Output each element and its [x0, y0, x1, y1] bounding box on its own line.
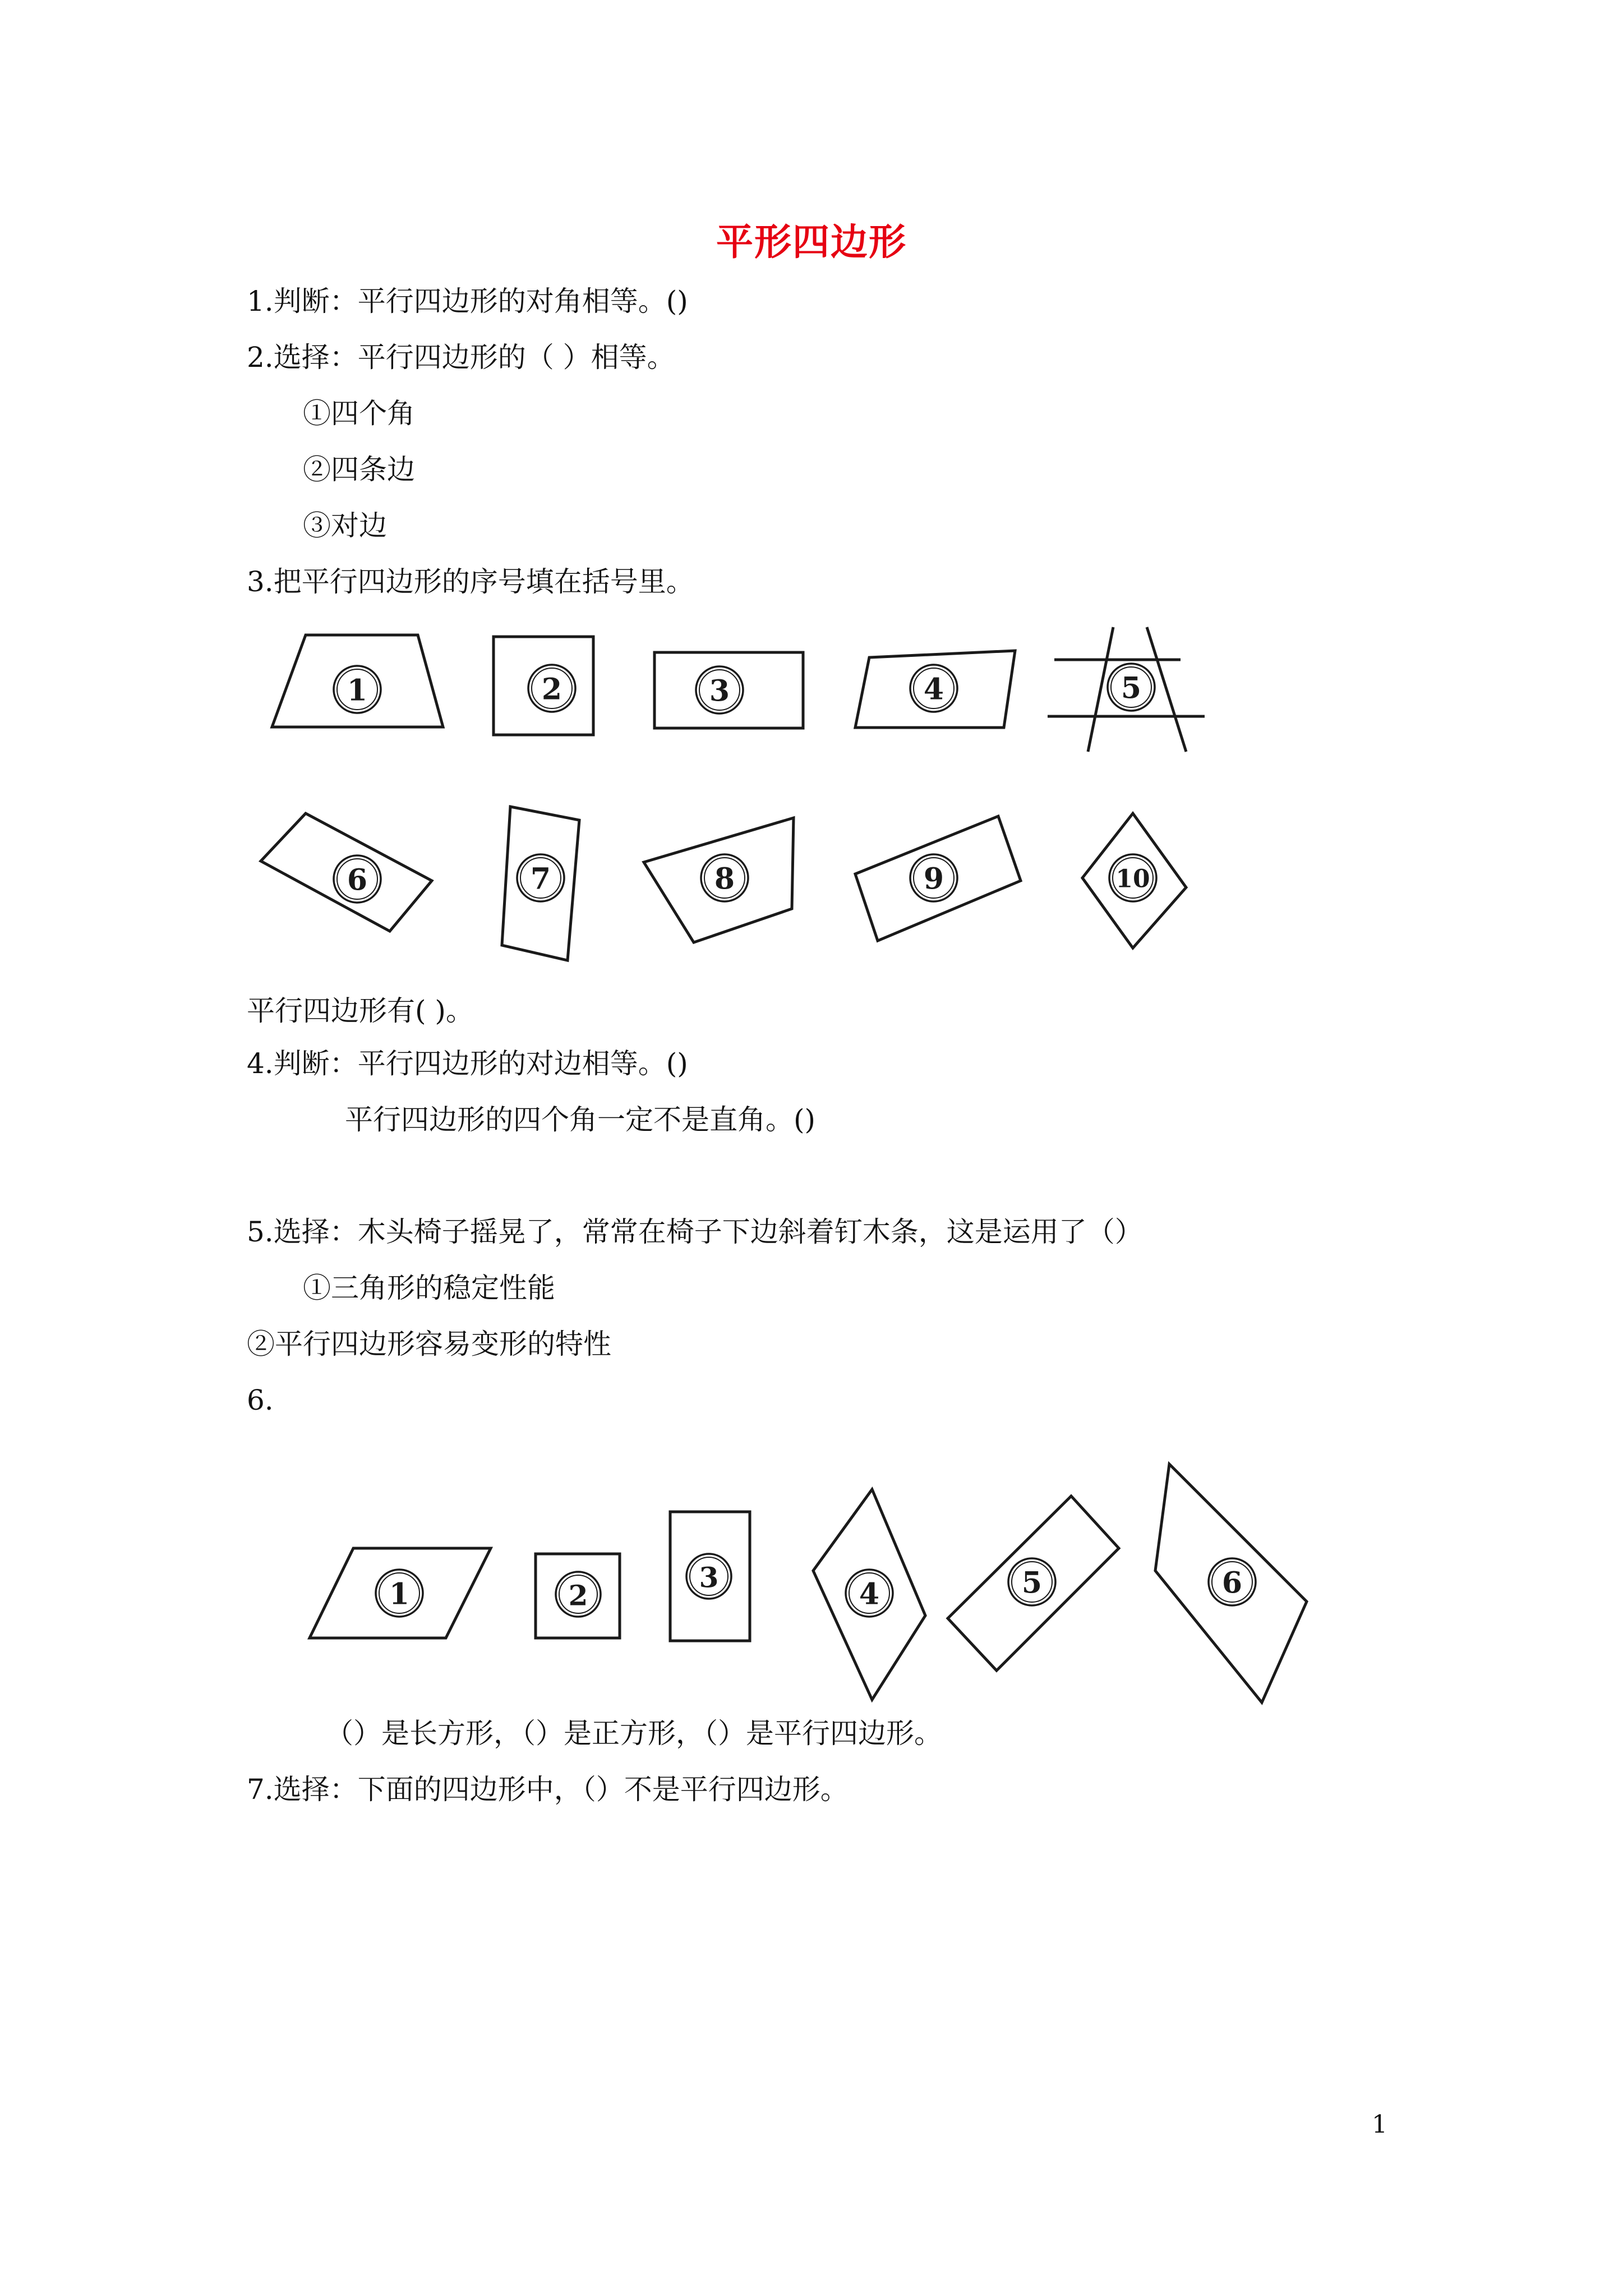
shape-label: 10: [1115, 864, 1150, 894]
shape-label: 4: [859, 1577, 880, 1612]
text-line: 平行四边形的四个角一定不是直角。(): [345, 1103, 816, 1136]
shape-q3-7: [502, 807, 579, 960]
text-line: ①三角形的稳定性能: [303, 1272, 555, 1304]
text-line: 6.: [247, 1384, 274, 1416]
text-line: 5.选择：木头椅子摇晃了，常常在椅子下边斜着钉木条，这是运用了（）: [247, 1216, 1143, 1248]
shape-q6-5: [948, 1496, 1119, 1671]
text-line: ①四个角: [303, 397, 415, 430]
shape-label: 6: [1221, 1566, 1243, 1600]
shape-q3-10: [1082, 813, 1186, 948]
shape-label: 1: [389, 1577, 410, 1612]
shape-q3-4: [855, 651, 1015, 728]
shape-q3-5: [1048, 627, 1205, 752]
text-line: 3.把平行四边形的序号填在括号里。: [247, 565, 694, 598]
text-line: ②四条边: [303, 453, 415, 486]
shape-label: 8: [714, 862, 735, 896]
shape-q3-1: [272, 635, 443, 727]
shape-q6-4: [813, 1489, 925, 1700]
text-line: ③对边: [303, 509, 387, 542]
shape-label: 5: [1121, 671, 1142, 706]
shape-q3-9: [855, 816, 1021, 941]
shape-q6-3: [670, 1512, 750, 1641]
page-number: 1: [1372, 2110, 1387, 2139]
shape-q3-8: [644, 818, 794, 942]
shape-q6-2: [536, 1554, 620, 1638]
shape-label: 3: [699, 1561, 719, 1594]
text-line: 2.选择：平行四边形的（ ）相等。: [247, 341, 675, 374]
shape-label: 5: [1021, 1566, 1043, 1600]
shape-q6-1: [310, 1548, 491, 1638]
shape-label: 1: [347, 673, 368, 708]
shape-q3-2: [494, 637, 593, 735]
shape-label: 7: [530, 862, 551, 896]
shape-label: 6: [347, 863, 368, 898]
text-line: （）是长方形，（）是正方形，（）是平行四边形。: [325, 1717, 942, 1750]
shape-label: 2: [568, 1579, 588, 1612]
shape-q3-6: [261, 813, 432, 931]
shape-q6-6: [1155, 1464, 1307, 1703]
shape-label: 9: [923, 862, 944, 896]
text-line: 1.判断：平行四边形的对角相等。(): [247, 285, 688, 318]
text-line: 平行四边形有( )。: [247, 995, 474, 1027]
text-line: 7.选择：下面的四边形中，（）不是平行四边形。: [247, 1773, 849, 1806]
text-line: 4.判断：平行四边形的对边相等。(): [247, 1047, 688, 1080]
page-title: 平形四边形: [716, 220, 907, 264]
shape-q3-3: [654, 652, 803, 728]
shape-label: 2: [541, 672, 562, 707]
text-line: ②平行四边形容易变形的特性: [247, 1328, 611, 1360]
shape-label: 3: [709, 674, 730, 708]
shape-label: 4: [923, 672, 944, 707]
